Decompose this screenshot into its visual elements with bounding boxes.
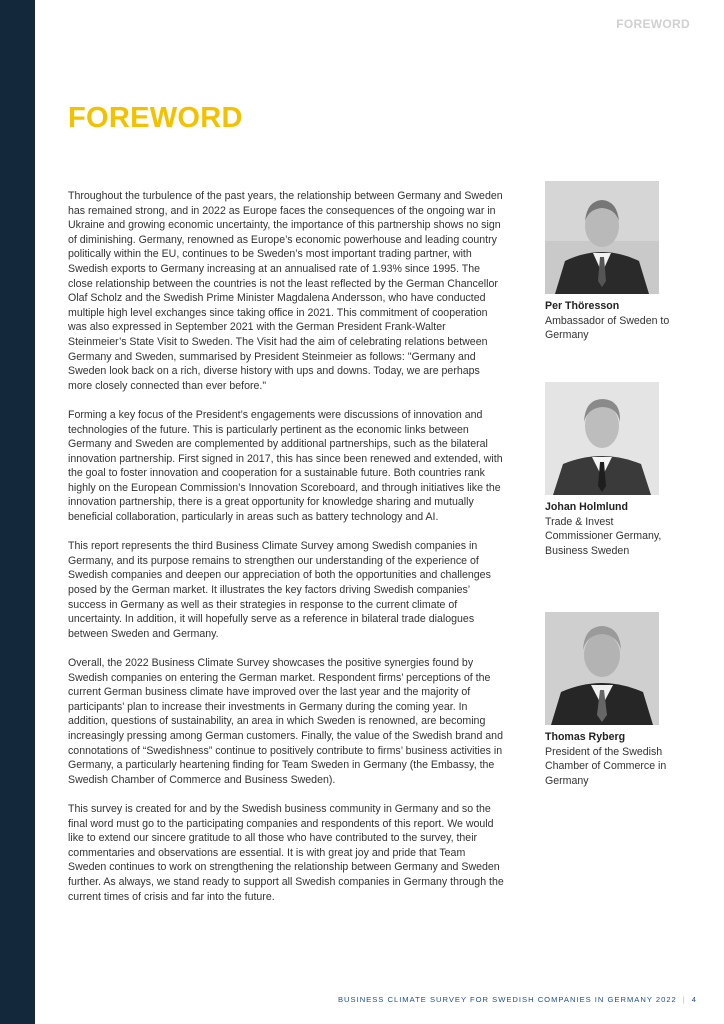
portrait-image [545,612,659,725]
contributor-role: Ambassador of Sweden to Germany [545,314,670,342]
contributor-card [545,612,675,788]
footer-separator: | [682,995,686,1004]
paragraph: Forming a key focus of the President’s engagements were discussions of innovation and technologies of the future. This is particularly pertinent as the economic links between Germany and Sweden are complemented by additional partnerships, such as the bilateral innovation partnership. First signed in 2017, this has since been renewed and extended, with the goal to foster innovation and cooperation for a sustainable future. Both countries rank highly on the European Commission’s Innovation Scoreboard, and through initiatives like the innovation partnership, there is a great opportunity for knowledge sharing and mutually beneficial collaboration, particularly in areas such as battery technology and AI. [68,408,503,524]
page-number: 4 [691,995,697,1004]
page-title: FOREWORD [68,102,243,134]
page-footer [338,995,697,1004]
contributor-photo [545,612,659,725]
footer-report-title: BUSINESS CLIMATE SURVEY FOR SWEDISH COMPANIES IN GERMANY 2022 [337,995,677,1004]
paragraph: This survey is created for and by the Swedish business community in Germany and so the final word must go to the participating companies and respondents of this report. We would like to extend our sincere gratitude to all those who have contributed to the survey, their commentaries and observations are essential. It is with great joy and pride that Team Sweden continues to work on strengthening the relationship between Germany and Sweden further. As always, we stand ready to support all Swedish companies in Germany through the current times of crisis and far into the future. [68,802,504,903]
contributor-card [545,181,675,343]
paragraph: Throughout the turbulence of the past years, the relationship between Germany and Sweden has remained strong, and in 2022 as Europe faces the consequences of the ongoing war in Ukraine and growing economic uncertainty, the importance of this partnership shows no sign of diminishing. Germany, renowned as Europe’s economic powerhouse and leading country politically within the EU, continues to be Sweden’s most important trading partner, with Swedish exports to Germany increasing at an annualised rate of 1.93% since 1995. The close relationship between the countries is not the least reflected by the German Chancellor Olaf Scholz and the Swedish Prime Minister Magdalena Andersson, who have conducted multiple high level exchanges since taking office in 2021. This commitment of cooperation was also expressed in September 2021 with the German President Frank-Walter Steinmeier’s State Visit to Sweden. The Visit had the aim of celebrating relations between Germany and Sweden, summarised by President Steinmeier as follows: "Germany and Sweden look back on a rich, diverse history with ups and downs. Today, we are perhaps more closely connected than ever before." [68,190,503,392]
contributor-photo [545,382,659,495]
foreword-body [68,189,504,919]
contributor-photo [545,181,659,294]
portrait-image [545,382,659,495]
contributor-name: Thomas Ryberg [545,731,626,743]
portrait-image [545,181,659,294]
paragraph: This report represents the third Business Climate Survey among Swedish companies in Germany, and its purpose remains to strengthen our understanding of the experience of Swedish companies and deepen our appreciation of both the opportunities and challenges posed by the German market. It illustrates the key factors driving Swedish companies’ success in Germany as well as their strategies in response to the current climate of uncertainty. In addition, it will hopefully serve as a reference in bilateral trade dialogues between Sweden and Germany. [68,540,491,640]
left-sidebar-band [0,0,35,1024]
contributor-name: Per Thöresson [545,300,620,312]
contributor-role: Trade & Invest Commissioner Germany, Business Sweden [545,515,662,557]
contributor-role: President of the Swedish Chamber of Commerce in Germany [545,745,667,787]
contributor-card [545,382,675,558]
paragraph: Overall, the 2022 Business Climate Survey showcases the positive synergies found by Swedish companies on entering the German market. Respondent firms’ perceptions of the current German business climate have improved over the last year and the majority of participants’ plan to increase their investments in Germany during the coming year. In addition, questions of sustainability, an area in which Sweden is renowned, are becoming increasingly pressing among German customers. Finally, the value of the Swedish brand and connotations of “Swedishness” continue to positively contribute to firms’ business activities in Germany, a particularly heartening finding for Team Sweden in Germany (the Embassy, the Swedish Chamber of Commerce and Business Sweden). [68,657,503,786]
running-header: FOREWORD [616,17,690,31]
contributor-name: Johan Holmlund [545,501,628,513]
